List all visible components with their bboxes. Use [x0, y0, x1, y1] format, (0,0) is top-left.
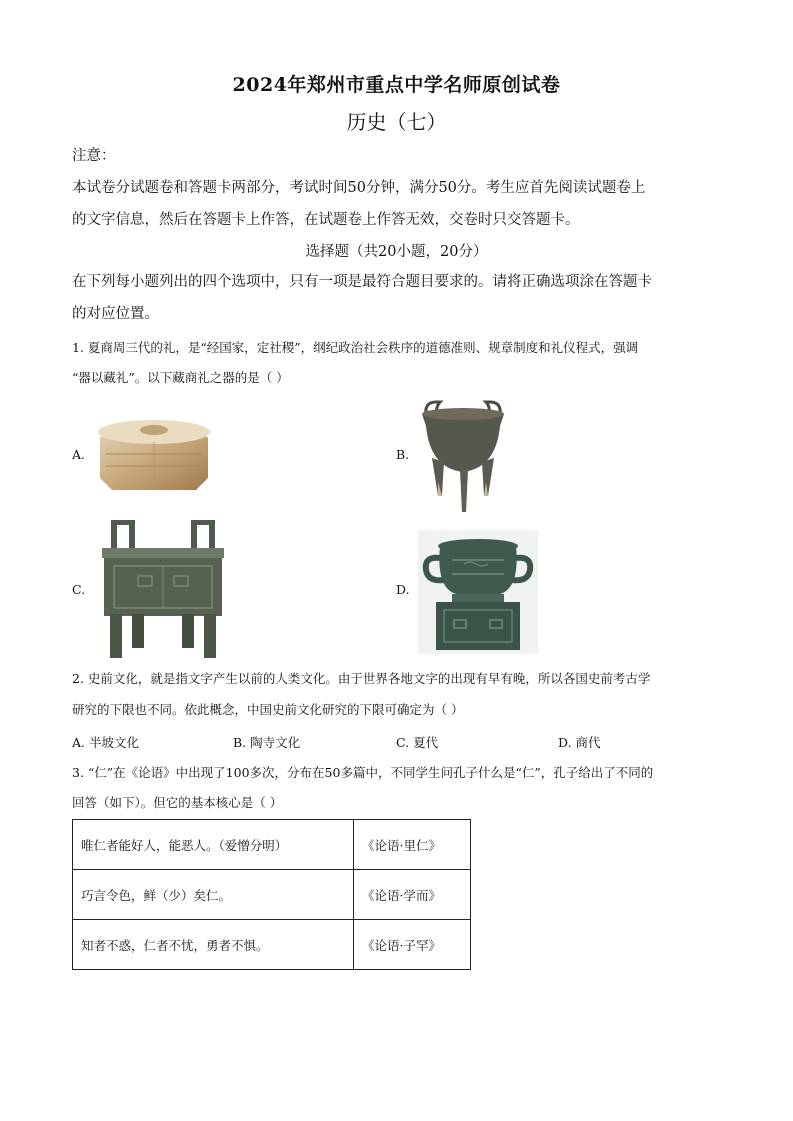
quote-source: 《论语·学而》 — [354, 870, 471, 920]
q2-stem-2: 研究的下限也不同。依此概念，中国史前文化研究的下限可确定为（ ） — [72, 702, 464, 717]
square-ding-image — [98, 520, 228, 666]
section-heading: 选择题（共20小题，20分） — [305, 244, 488, 260]
quote-source: 《论语·里仁》 — [354, 820, 471, 870]
q2-stem-1: 2. 史前文化，就是指文字产生以前的人类文化。由于世界各地文字的出现有早有晚，所以各国史前考古学 — [72, 671, 651, 686]
q2-choice-c: C. 夏代 — [396, 735, 439, 750]
option-c-label: C. — [72, 582, 86, 597]
jade-cong-image — [92, 408, 216, 498]
quote-text: 巧言令色，鲜（少）矣仁。 — [73, 870, 354, 920]
option-a-label: A. — [72, 447, 86, 462]
quote-source: 《论语·子罕》 — [354, 920, 471, 970]
q3-quote-table — [72, 819, 471, 970]
table-row — [73, 820, 471, 870]
section-instruction-2: 的对应位置。 — [72, 306, 159, 322]
notice-label: 注意： — [72, 148, 116, 164]
section-instruction-1: 在下列每小题列出的四个选项中，只有一项是最符合题目要求的。请将正确选项涂在答题卡 — [72, 274, 652, 290]
q1-stem-2: “器以藏礼”。以下藏商礼之器的是（ ） — [72, 370, 289, 385]
tripod-ding-image — [416, 396, 510, 518]
quote-text: 唯仁者能好人，能恶人。（爱憎分明） — [73, 820, 354, 870]
notice-line-1: 本试卷分试题卷和答题卡两部分，考试时间50分钟，满分50分。考生应首先阅读试题卷上 — [72, 180, 646, 196]
q2-choice-d: D. 商代 — [558, 735, 601, 750]
q1-stem-1: 1. 夏商周三代的礼，是“经国家，定社稷”，纲纪政治社会秩序的道德准则、规章制度和礼仪程式，强调 — [72, 340, 639, 355]
option-b-label: B. — [396, 447, 410, 462]
table-row — [73, 920, 471, 970]
subject-title: 历史（七） — [346, 110, 447, 134]
gui-vessel-image — [418, 530, 538, 658]
page-title: 2024年郑州市重点中学名师原创试卷 — [232, 74, 561, 96]
table-row — [73, 870, 471, 920]
q3-stem-2: 回答（如下）。但它的基本核心是（ ） — [72, 795, 283, 810]
q3-stem-1: 3. “仁”在《论语》中出现了100多次，分布在50多篇中，不同学生问孔子什么是“仁”，孔子给出了不同的 — [72, 765, 654, 780]
option-d-label: D. — [396, 582, 410, 597]
q2-choice-b: B. 陶寺文化 — [233, 735, 301, 750]
quote-text: 知者不惑，仁者不忧，勇者不惧。 — [73, 920, 354, 970]
notice-line-2: 的文字信息，然后在答题卡上作答，在试题卷上作答无效，交卷时只交答题卡。 — [72, 212, 580, 228]
q2-choice-a: A. 半坡文化 — [72, 735, 139, 750]
